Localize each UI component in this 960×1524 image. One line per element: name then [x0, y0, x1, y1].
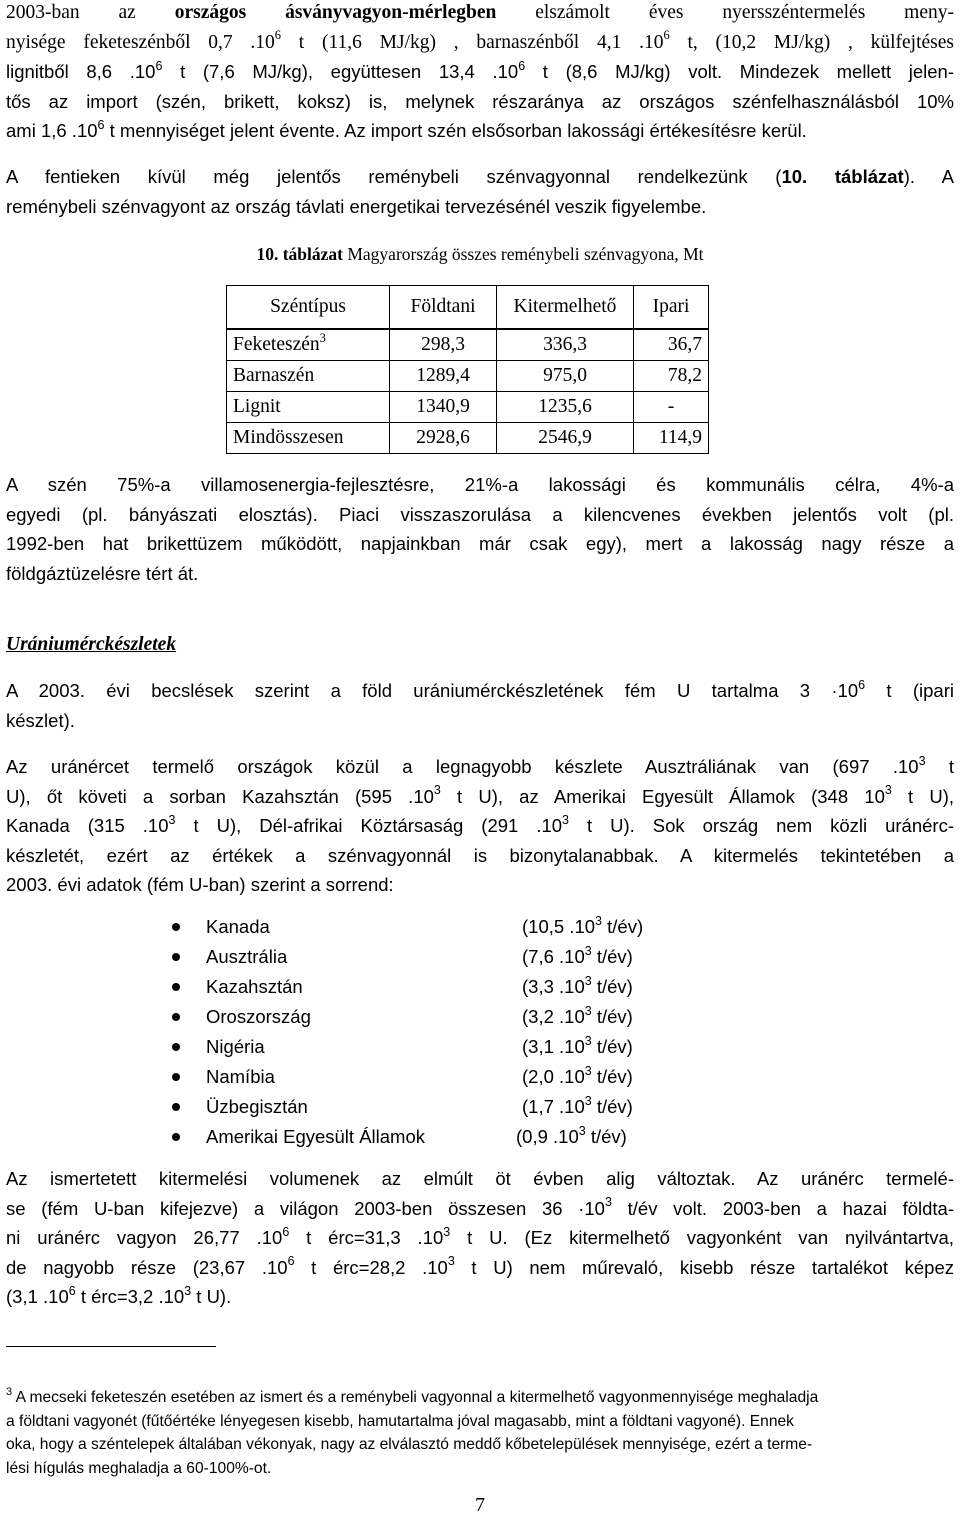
cell-industrial: 78,2 — [634, 361, 709, 392]
table-row — [227, 329, 709, 361]
cell-type: Barnaszén — [227, 361, 390, 392]
page-number: 7 — [475, 1494, 485, 1516]
cell-recoverable: 336,3 — [497, 329, 634, 361]
paragraph-uranium-countries: Az uránércet termelő országok közül a legnagyobb készlete Ausztráliának van (697 $.10^3$ t U), őt követi a sorban Kazahsztán (595 $.10^3$ t U), az Amerikai Egyesült Államok (348 $10^3$ t U), Kanada (315 $.10^3$ t U), Dél-afrikai Köztársaság (291 $.10^3$ t U). Sok ország nem közli uránérc- készletét, ezért az értékek a szénvagyonnál is bizonytalanabbak. A kitermelés tekintetében a 2003. évi adatok (fém U-ban) szerint a sorrend: — [6, 753, 954, 895]
cell-industrial: - — [634, 392, 709, 423]
table-caption: 10. táblázat Magyarország összes reménybeli szénvagyona, Mt — [256, 244, 704, 264]
cell-recoverable: 2546,9 — [497, 423, 634, 454]
footnote-ref: 3 — [319, 330, 326, 345]
cell-geological: 1289,4 — [390, 361, 497, 392]
table-header-row — [227, 286, 709, 330]
footnote: $^3$ A mecseki feketeszén esetében az ismert és a reménybeli vagyonnal a kitermelhető vagyonmennyisége meghaladja a földtani vagyonét (fűtőértéke lényegesen kisebb, hamutartalma jóval magasabb, mint a földtani vagyoné). Ennek oka, hogy a széntelepek általában vékonyak, nagy az elválasztó meddő kőbetelepülések mennyisége, ezért a terme- lési hígulás meghaladja a 60-100%-ot. — [6, 1385, 819, 1477]
cell-type: Feketeszén$^3$ — [227, 329, 390, 361]
cell-industrial: 36,7 — [634, 329, 709, 361]
bullet-icon — [172, 923, 180, 931]
cell-geological: 298,3 — [390, 329, 497, 361]
bullet-icon — [172, 1073, 180, 1081]
footnote-separator — [6, 1346, 216, 1347]
cell-type: Mindösszesen — [227, 423, 390, 454]
header-industrial: Ipari — [634, 286, 709, 330]
paragraph-coal-production: 2003-ban az országos ásványvagyon-mérlegben elszámolt éves nyersszéntermelés meny- nyisége feketeszénből 0,7 $.10^6$ t (11,6 MJ/kg) , barnaszénből 4,1 $.10^6$ t, (10,2 MJ/kg) , külfejtéses lignitből 8,6 $.10^6$ t (7,6 MJ/kg), együttesen 13,4 $.10^6$ t (8,6 MJ/kg) volt. Mindezek mellett jelen- tős az import (szén, brikett, koksz) is, melynek részaránya az országos szénfelhasználásból 10% ami 1,6 $.10^6$ t mennyiséget jelent évente. Az import szén elsősorban lakossági értékesítésre kerül. — [6, 2, 955, 141]
bullet-icon — [172, 1103, 180, 1111]
table-row — [227, 361, 709, 392]
cell-geological: 1340,9 — [390, 392, 497, 423]
cell-industrial: 114,9 — [634, 423, 709, 454]
cell-recoverable: 1235,6 — [497, 392, 634, 423]
coal-reserves-table — [226, 285, 709, 454]
cell-recoverable: 975,0 — [497, 361, 634, 392]
table-row — [227, 392, 709, 423]
document-page: 2003-ban az országos ásványvagyon-mérlegben elszámolt éves nyersszéntermelés meny- nyisége feketeszénből 0,7 $.10^6$ t (11,6 MJ/kg) , barnaszénből 4,1 $.10^6$ t, (10,2 MJ/kg) , külfejtéses lignitből 8,6 $.10^6$ t (7,6 MJ/kg), együttesen 13,4 $.10^6$ t (8,6 MJ/kg) volt. Mindezek mellett jelen- tős az import (szén, brikett, koksz) is, melynek részaránya az országos szénfelhasználásból 10% ami 1,6 $.10^6$ t mennyiséget jelent évente. Az import szén elsősorban lakossági értékesítésre kerül. A fentieken kívül még jelentős reménybeli szénvagyonnal rendelkezünk (10. táblázat). A reménybeli szénvagyont az ország távlati energetikai tervezésénél veszik figyelembe. 10. táblázat Magyarország összes reménybeli szénvagyona, Mt Széntípus Földtani Kitermelhető Ipari Feketeszén$^3$ 298,3 336,3 36,7 Barnaszén 1289,4 975,0 78,2 Lignit 1340,9 1235,6 - Mindösszesen 2928,6 2546,9 114,9 A szén 75%-a villamosenergia-fejlesztésre, 21%-a lakossági és kommunális célra, 4%-a egyedi (pl. bányászati elosztás). Piaci visszaszorulása a kilencvenes években jelentős volt (pl. 1992-ben hat brikettüzem működött, napjainkban már csak egy), mert a lakosság nagy része a földgáztüzelésre tért át. Urániumérckészletek A 2003. évi becslések szerint a föld urániumérckészletének fém U tartalma $3 \cdot 10^6$ t (ipari készlet). Az uránércet termelő országok közül a legnagyobb készlete Ausztráliának van (697 $.10^3$ t U), őt követi a sorban Kazahsztán (595 $.10^3$ t U), az Amerikai Egyesült Államok (348 $10^3$ t U), Kanada (315 $.10^3$ t U), Dél-afrikai Köztársaság (291 $.10^3$ t U). Sok ország nem közli uránérc- készletét, ezért az értékek a szénvagyonnál is bizonytalanabbak. A kitermelés tekintetében a 2003. évi adatok (fém U-ban) szerint a sorrend: Kanada (10,5 $.10^3$ t/év) Ausztrália (7,6 $.10^3$ t/év) Kazahsztán (3,3 $.10^3$ t/év) Oroszország (3,2 $.10^3$ t/év) Nigéria (3,1 $.10^3$ t/év) Namíbia (2,0 $.10^3$ t/év) Üzbegisztán (1,7 $.10^3$ t/év) Amerikai Egyesült Államok (0,9 $.10^3$ t/év) Az ismertetett kitermelési volumenek az elmúlt öt évben alig változtak. Az uránérc termelé- se (fém U-ban kifejezve) a világon 2003-ben összesen $36 \cdot 10^3$ t/év volt. 2003-ben a hazai földta- ni uránérc vagyon 26,77 $.10^6$ t érc=31,3 $.10^3$ t U. (Ez kitermelhető vagyonként van nyilvántartva, de nagyobb része (23,67 $.10^6$ t érc=28,2 $.10^3$ t U) nem műrevaló, kisebb része tartalékot képez (3,1 $.10^6$ t érc=3,2 $.10^3$ t U). $^3$ A mecseki feketeszén esetében az ismert és a reménybeli vagyonnal a kitermelhető vagyonmennyisége meghaladja a földtani vagyonét (fűtőértéke lényegesen kisebb, hamutartalma jóval magasabb, mint a földtani vagyoné). Ennek oka, hogy a széntelepek általában vékonyak, nagy az elválasztó meddő kőbetelepülések mennyisége, ezért a terme- lési hígulás meghaladja a 60-100%-ot. 7 — [0, 0, 960, 1524]
paragraph-uranium-world: A 2003. évi becslések szerint a föld urániumérckészletének fém U tartalma $3 \cdot 10^6$ t (ipari készlet). — [6, 677, 954, 731]
section-heading: Urániumérckészletek — [6, 634, 177, 655]
table-row — [227, 423, 709, 454]
bullet-icon — [172, 1013, 180, 1021]
bullet-icon — [172, 983, 180, 991]
paragraph-uranium-domestic: Az ismertetett kitermelési volumenek az elmúlt öt évben alig változtak. Az uránérc termelé- se (fém U-ban kifejezve) a világon 2003-ben összesen $36 \cdot 10^3$ t/év volt. 2003-ben a hazai földta- ni uránérc vagyon 26,77 $.10^6$ t érc=31,3 $.10^3$ t U. (Ez kitermelhető vagyonként van nyilvántartva, de nagyobb része (23,67 $.10^6$ t érc=28,2 $.10^3$ t U) nem műrevaló, kisebb része tartalékot képez (3,1 $.10^6$ t érc=3,2 $.10^3$ t U). — [6, 1168, 955, 1307]
header-recoverable: Kitermelhető — [497, 286, 634, 330]
bullet-icon — [172, 953, 180, 961]
header-coal-type: Széntípus — [227, 286, 390, 330]
bullet-icon — [172, 1133, 180, 1141]
paragraph-coal-usage: A szén 75%-a villamosenergia-fejlesztésre, 21%-a lakossági és kommunális célra, 4%-a egyedi (pl. bányászati elosztás). Piaci visszaszorulása a kilencvenes években jelentős volt (pl. 1992-ben hat brikettüzem működött, napjainkban már csak egy), mert a lakosság nagy része a földgáztüzelésre tért át. — [6, 474, 954, 584]
cell-geological: 2928,6 — [390, 423, 497, 454]
header-geological: Földtani — [390, 286, 497, 330]
paragraph-reserves-intro: A fentieken kívül még jelentős reménybeli szénvagyonnal rendelkezünk (10. táblázat). A reménybeli szénvagyont az ország távlati energetikai tervezésénél veszik figyelembe. — [6, 166, 954, 217]
bullet-icon — [172, 1043, 180, 1051]
cell-type: Lignit — [227, 392, 390, 423]
